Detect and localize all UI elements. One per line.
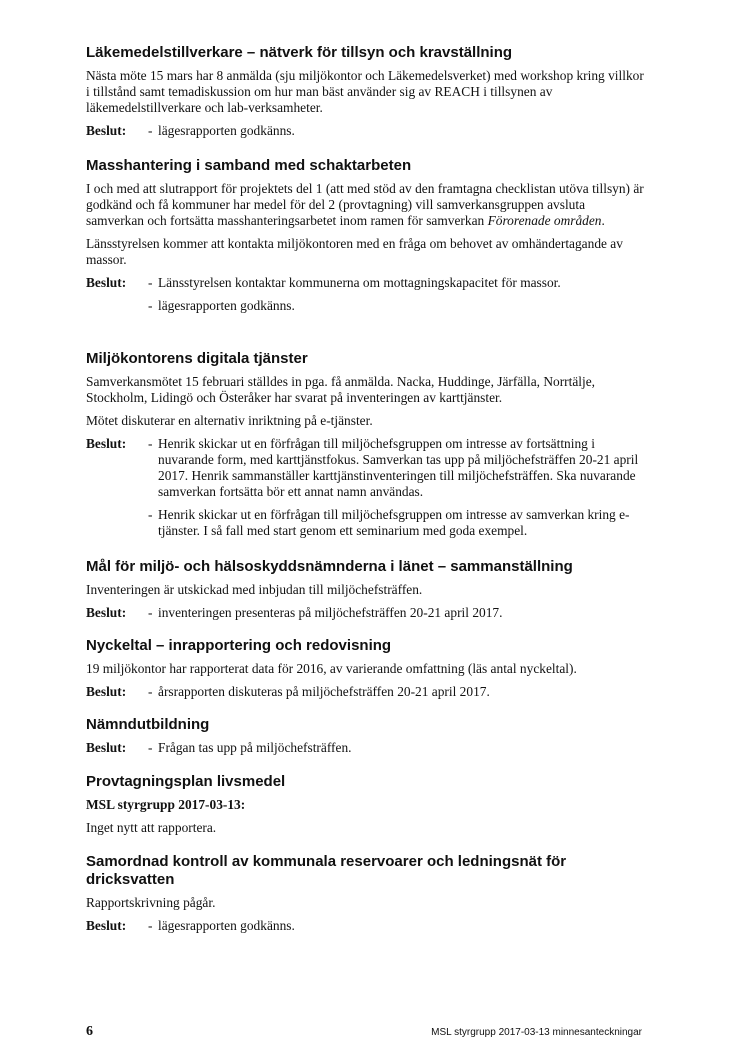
paragraph-text: I och med att slutrapport för projektets del 1 (att med stöd av den framtagna checklistan utöva tillsyn) är godkänd och få kommuner har medel för del 2 (provtagning) vill samverkansgruppen avsluta samverkan och fortsätta masshanteringsarbetet inom ramen för samverkan <box>86 181 644 228</box>
footer-title: MSL styrgrupp 2017-03-13 minnesanteckningar <box>431 1027 642 1038</box>
dash: - <box>148 298 153 313</box>
section-paragraph: Rapportskrivning pågår. <box>86 895 216 910</box>
dash: - <box>148 507 153 522</box>
beslut-label: Beslut: <box>86 684 127 699</box>
beslut-text: lägesrapporten godkänns. <box>158 123 295 138</box>
dash: - <box>148 605 153 620</box>
paragraph-end: . <box>601 213 605 228</box>
beslut-text: lägesrapporten godkänns. <box>158 298 295 313</box>
beslut-item <box>148 123 646 139</box>
paragraph-italic: Förorenade områden <box>487 213 602 228</box>
section-provtagningsplan <box>86 773 646 843</box>
page-footer <box>86 1024 642 1040</box>
beslut-text: Henrik skickar ut en förfrågan till miljöchefsgruppen om intresse av samverkan kring e-tjänster. I så fall med start genom ett seminarium med goda exempel. <box>158 507 630 538</box>
section-heading: Mål för miljö- och hälsoskyddsnämnderna i länet – sammanställning <box>86 558 573 575</box>
beslut-label: Beslut: <box>86 436 127 451</box>
beslut-label: Beslut: <box>86 918 127 933</box>
section-heading: Miljökontorens digitala tjänster <box>86 350 308 367</box>
section-nyckeltal <box>86 637 646 707</box>
beslut-item <box>148 436 646 500</box>
beslut-item <box>148 275 646 291</box>
dash: - <box>148 918 153 933</box>
beslut-item <box>148 507 646 539</box>
dash: - <box>148 436 153 451</box>
beslut-text: Frågan tas upp på miljöchefsträffen. <box>158 740 352 755</box>
section-heading: Samordnad kontroll av kommunala reservoarer och ledningsnät för dricksvatten <box>86 853 567 888</box>
section-paragraph: Inget nytt att rapportera. <box>86 820 217 835</box>
section-paragraph: Mötet diskuterar en alternativ inriktning på e-tjänster. <box>86 413 373 428</box>
section-samordnad-kontroll <box>86 853 606 941</box>
dash: - <box>148 684 153 699</box>
beslut-item <box>148 298 646 314</box>
beslut-text: Henrik skickar ut en förfrågan till miljöchefsgruppen om intresse av fortsättning i nuvarande form, med karttjänstfokus. Samverkan tas upp på miljöchefsträffen 20-21 april 2017. Henrik sammanställer karttjänstinventeringen till miljöchefsträffen. Ska nuvarande samverkan fortsätta bör ett annat namn användas. <box>158 436 639 499</box>
styrgrupp-date-line: MSL styrgrupp 2017-03-13: <box>86 797 246 812</box>
beslut-text: Länsstyrelsen kontaktar kommunerna om mottagningskapacitet för massor. <box>158 275 561 290</box>
beslut-block <box>86 605 646 621</box>
dash: - <box>148 123 153 138</box>
section-digitala-tjanster <box>86 350 646 546</box>
dash: - <box>148 740 153 755</box>
beslut-text: inventeringen presenteras på miljöchefsträffen 20-21 april 2017. <box>158 605 503 620</box>
section-paragraph: Inventeringen är utskickad med inbjudan till miljöchefsträffen. <box>86 582 423 597</box>
beslut-text: årsrapporten diskuteras på miljöchefsträffen 20-21 april 2017. <box>158 684 490 699</box>
beslut-block <box>86 436 646 539</box>
section-paragraph: Nästa möte 15 mars har 8 anmälda (sju miljökontor och Läkemedelsverket) med workshop kring villkor i tillstånd samt temadiskussion om hur man bäst använder sig av REACH i tillsynen av läkemedelstillverkare och lab-verksamheter. <box>86 68 644 115</box>
section-masshantering <box>86 157 646 321</box>
section-lakemedelstillverkare <box>86 44 646 146</box>
section-heading: Nämndutbildning <box>86 716 210 733</box>
beslut-item <box>148 605 646 621</box>
beslut-item <box>148 740 646 756</box>
section-heading: Läkemedelstillverkare – nätverk för tillsyn och kravställning <box>86 44 513 61</box>
section-heading: Masshantering i samband med schaktarbeten <box>86 157 412 174</box>
beslut-block <box>86 918 606 934</box>
beslut-item <box>148 684 646 700</box>
section-heading: Provtagningsplan livsmedel <box>86 773 286 790</box>
beslut-label: Beslut: <box>86 605 127 620</box>
beslut-block <box>86 275 646 314</box>
beslut-label: Beslut: <box>86 275 127 290</box>
page-number: 6 <box>86 1024 93 1039</box>
beslut-label: Beslut: <box>86 740 127 755</box>
section-paragraph: 19 miljökontor har rapporterat data för 2016, av varierande omfattning (läs antal nyckeltal). <box>86 661 577 676</box>
dash: - <box>148 275 153 290</box>
beslut-block <box>86 123 646 139</box>
section-namndutbildning <box>86 716 646 763</box>
beslut-label: Beslut: <box>86 123 127 138</box>
beslut-text: lägesrapporten godkänns. <box>158 918 295 933</box>
beslut-block <box>86 740 646 756</box>
section-mal-for-namnderna <box>86 558 646 628</box>
beslut-item <box>148 918 606 934</box>
beslut-block <box>86 684 646 700</box>
section-paragraph: Samverkansmötet 15 februari ställdes in pga. få anmälda. Nacka, Huddinge, Järfälla, Norrtälje, Stockholm, Lidingö och Österåker har svarat på inventeringen av karttjänster. <box>86 374 596 405</box>
section-paragraph: Länsstyrelsen kommer att kontakta miljökontoren med en fråga om behovet av omhändertagande av massor. <box>86 236 623 267</box>
section-heading: Nyckeltal – inrapportering och redovisning <box>86 637 392 654</box>
section-paragraph <box>86 181 646 229</box>
